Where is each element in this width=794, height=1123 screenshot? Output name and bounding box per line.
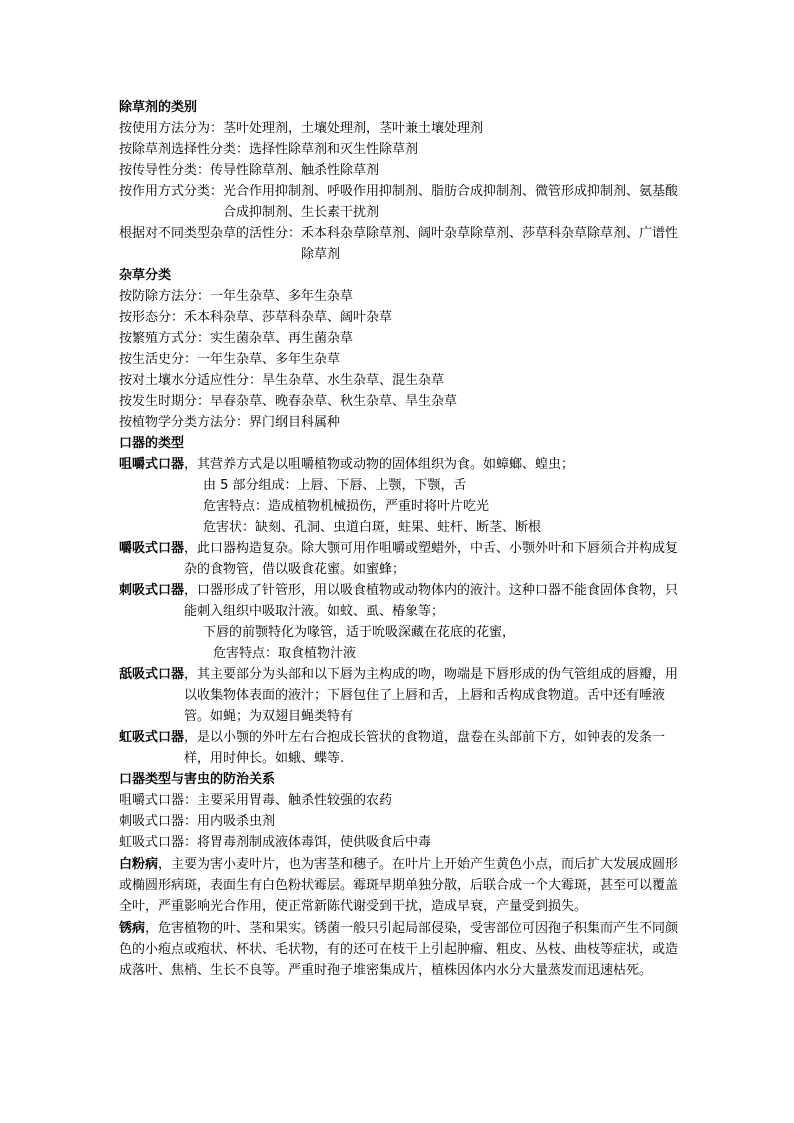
item-value: 光合作用抑制剂、呼吸作用抑制剂、脂肪合成抑制剂、微管形成抑制剂、氨基酸合成抑制剂、生长素干扰剂	[223, 184, 679, 220]
item-value: 禾本科杂草除草剂、阔叶杂草除草剂、莎草科杂草除草剂、广谱性除草剂	[301, 226, 679, 262]
mouthpart-siphoning	[119, 727, 679, 769]
heading-weed-classification: 杂草分类	[119, 268, 172, 283]
text-item-action-mode	[119, 181, 679, 223]
text-line: 按发生时期分：早春杂草、晚春杂草、秋生杂草、旱生杂草	[119, 394, 458, 409]
text-line: 按形态分：禾本科杂草、莎草科杂草、阔叶杂草	[119, 310, 393, 325]
text-line: 危害状：缺刻、孔洞、虫道白斑，蛀果、蛀杆、断茎、断根	[203, 520, 542, 535]
mouthpart-sponging	[119, 664, 679, 727]
text-line: 由 5 部分组成：上唇、下唇、上颚，下颚，舌	[203, 478, 467, 493]
paragraph-powdery-mildew	[119, 854, 679, 917]
paragraph-key: 锈病	[119, 921, 146, 936]
item-key: 刺吸式口器	[119, 583, 185, 598]
text-line: 按繁殖方式分：实生菌杂草、再生菌杂草	[119, 331, 354, 346]
paragraph-text: ，主要为害小麦叶片，也为害茎和穗子。在叶片上开始产生黄色小点，而后扩大发展成圆形或椭圆形病斑，表面生有白色粉状霉层。霉斑早期单独分散，后联合成一个大霉斑，甚至可以覆盖全叶，严重影响光合作用，使正常新陈代谢受到干扰，造成早衰，产量受到损失。	[119, 857, 679, 914]
heading-mouthpart-types: 口器的类型	[119, 436, 185, 451]
item-key: 虹吸式口器	[119, 730, 185, 745]
item-value: ，此口器构造复杂。除大颚可用作咀嚼或塑蜡外，中舌、小颚外叶和下唇须合并构成复杂的食物管，借以吸食花蜜。如蜜蜂；	[184, 541, 679, 577]
item-key: 咀嚼式口器	[119, 457, 185, 472]
paragraph-rust	[119, 918, 679, 981]
text-line: 危害特点：取食植物汁液	[213, 646, 357, 661]
text-line: 按使用方法分为：茎叶处理剂，土壤处理剂，茎叶兼土壤处理剂	[119, 121, 484, 136]
text-line: 按防除方法分：一年生杂草、多年生杂草	[119, 289, 354, 304]
text-line: 刺吸式口器：用内吸杀虫剂	[119, 814, 276, 829]
heading-mouthpart-pest-control: 口器类型与害虫的防治关系	[119, 772, 276, 787]
item-value: ，是以小颚的外叶左右合抱成长管状的食物道，盘卷在头部前下方，如钟表的发条一样，用时伸长。如蛾、蝶等.	[184, 730, 666, 766]
text-line: 危害特点：造成植物机械损伤，严重时将叶片吃光	[203, 499, 490, 514]
item-value: ，其主要部分为头部和以下唇为主构成的吻，吻端是下唇形成的伪气管组成的唇瓣，用以收集物体表面的液汁；下唇包住了上唇和舌，上唇和舌构成食物道。舌中还有唾液管。如蝇；为双翅目蝇类特有	[184, 667, 679, 724]
text-line: 按生活史分：一年生杂草、多年生杂草	[119, 352, 341, 367]
text-line: 下唇的前颚特化为喙管，适于吮吸深藏在花底的花蜜，	[203, 625, 516, 640]
item-value: ，其营养方式是以咀嚼植物或动物的固体组织为食。如蟑螂、蝗虫；	[184, 457, 575, 472]
item-key: 舐吸式口器	[119, 667, 185, 682]
item-key: 根据对不同类型杂草的活性分：	[119, 226, 302, 241]
text-line: 咀嚼式口器：主要采用胃毒、触杀性较强的农药	[119, 793, 393, 808]
heading-herbicide-types: 除草剂的类别	[119, 100, 198, 115]
text-line: 按除草剂选择性分类：选择性除草剂和灭生性除草剂	[119, 142, 419, 157]
item-key: 按作用方式分类：	[119, 184, 224, 199]
mouthpart-chewing-lapping	[119, 538, 679, 580]
document-body	[119, 97, 679, 981]
text-item-activity	[119, 223, 679, 265]
mouthpart-piercing-sucking	[119, 580, 679, 622]
paragraph-key: 白粉病	[119, 857, 159, 872]
text-line: 按植物学分类方法分：界门纲目科属种	[119, 415, 341, 430]
paragraph-text: ，危害植物的叶、茎和果实。锈菌一般只引起局部侵染，受害部位可因孢子积集而产生不同颜色的小疱点或疱状、杯状、毛状物，有的还可在枝干上引起肿瘤、粗皮、丛枝、曲枝等症状，或造成落叶、焦梢、生长不良等。严重时孢子堆密集成片，植株因体内水分大量蒸发而迅速枯死。	[119, 921, 679, 978]
text-line: 按对土壤水分适应性分：旱生杂草、水生杂草、混生杂草	[119, 373, 445, 388]
text-line: 按传导性分类：传导性除草剂、触杀性除草剂	[119, 163, 380, 178]
item-value: ，口器形成了针管形，用以吸食植物或动物体内的液汁。这种口器不能食固体食物，只能刺入组织中吸取汁液。如蚊、虱、椿象等；	[184, 583, 679, 619]
text-line: 虹吸式口器：将胃毒剂制成液体毒饵，使供吸食后中毒	[119, 835, 432, 850]
mouthpart-chewing	[119, 454, 679, 475]
item-key: 嚼吸式口器	[119, 541, 185, 556]
